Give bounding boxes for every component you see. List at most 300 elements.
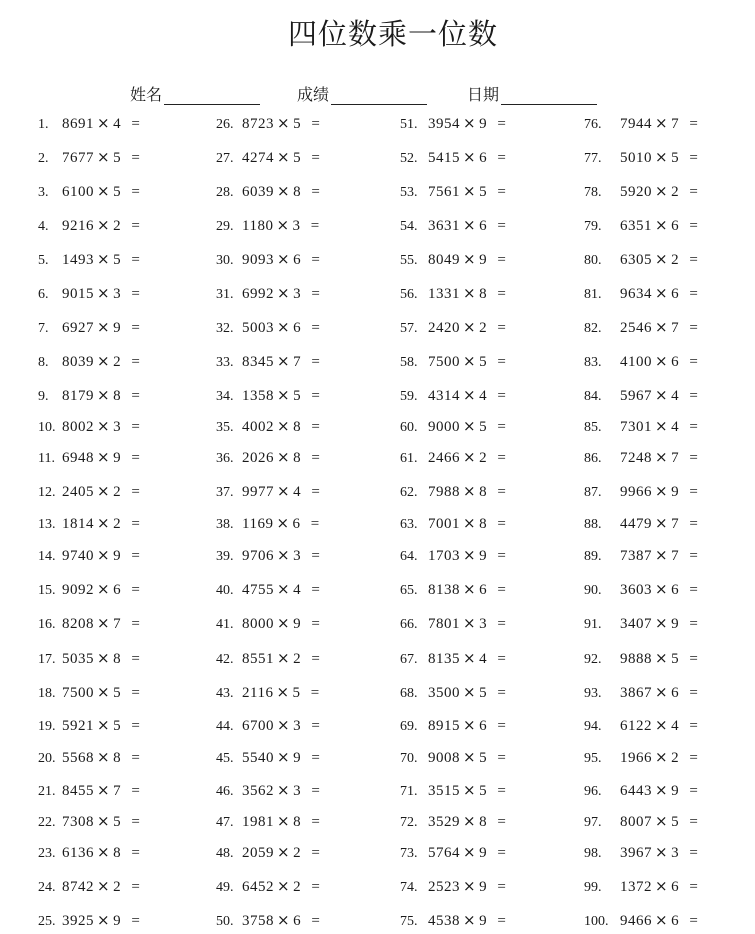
problem-number: 76. [584,117,602,132]
equals-sign: = [307,814,321,830]
problem-number: 67. [400,652,418,667]
problem-number: 58. [400,355,418,370]
problem-number: 11. [38,451,55,466]
multiplier: 2 [479,320,488,336]
times-sign: × [277,614,291,632]
problem-item [584,811,698,831]
multiplier: 6 [671,685,680,701]
multiplicand: 1703 [428,548,460,564]
problem-number: 15. [38,583,56,598]
problem-item [584,317,698,337]
equals-sign: = [307,616,321,632]
multiplicand: 7301 [620,419,652,435]
problem-item [216,283,320,303]
multiplicand: 5010 [620,150,652,166]
problem-number: 9. [38,389,49,404]
problem-item [584,215,698,235]
times-sign: × [97,649,111,667]
times-sign: × [463,614,477,632]
multiplicand: 3407 [620,616,652,632]
multiplicand: 3562 [242,783,274,799]
equals-sign: = [493,388,507,404]
multiplicand: 3967 [620,845,652,861]
multiplier: 3 [293,783,302,799]
problem-number: 43. [216,686,234,701]
times-sign: × [655,148,669,166]
problem-item [38,513,140,533]
equals-sign: = [307,116,321,132]
problem-number: 84. [584,389,602,404]
problem-item [584,113,698,133]
equals-sign: = [127,116,141,132]
times-sign: × [655,580,669,598]
problem-number: 91. [584,617,602,632]
problem-item [584,447,698,467]
problem-item [584,416,698,436]
multiplicand: 8049 [428,252,460,268]
equals-sign: = [493,184,507,200]
multiplier: 2 [293,879,302,895]
times-sign: × [463,716,477,734]
multiplier: 2 [113,484,122,500]
equals-sign: = [127,419,141,435]
equals-sign: = [307,419,321,435]
problem-item [400,682,506,702]
multiplier: 7 [671,548,680,564]
multiplier: 7 [671,450,680,466]
equals-sign: = [685,750,699,766]
date-label: 日期 [467,85,500,104]
times-sign: × [655,216,669,234]
times-sign: × [655,614,669,632]
multiplier: 4 [671,718,680,734]
times-sign: × [97,182,111,200]
problem-expression [62,613,140,634]
equals-sign: = [307,879,321,895]
times-sign: × [463,683,477,701]
equals-sign: = [493,616,507,632]
equals-sign: = [493,354,507,370]
times-sign: × [97,352,111,370]
times-sign: × [277,250,291,268]
times-sign: × [463,114,477,132]
multiplicand: 5035 [62,651,94,667]
times-sign: × [463,352,477,370]
times-sign: × [655,546,669,564]
times-sign: × [277,911,291,929]
multiplier: 2 [113,879,122,895]
problem-number: 70. [400,751,418,766]
equals-sign: = [685,814,699,830]
problem-number: 55. [400,253,418,268]
times-sign: × [277,148,291,166]
problem-number: 17. [38,652,56,667]
multiplicand: 4479 [620,516,652,532]
problem-number: 38. [216,517,234,532]
multiplicand: 3500 [428,685,460,701]
problem-number: 72. [400,815,418,830]
problem-number: 94. [584,719,602,734]
problem-item [584,842,698,862]
times-sign: × [276,683,290,701]
times-sign: × [277,843,291,861]
multiplier: 6 [113,582,122,598]
problem-number: 92. [584,652,602,667]
problem-item [400,876,506,896]
multiplier: 6 [671,913,680,929]
times-sign: × [463,781,477,799]
multiplicand: 6122 [620,718,652,734]
multiplier: 8 [113,651,122,667]
problem-item [216,842,320,862]
problem-number: 28. [216,185,234,200]
problem-expression [428,283,506,304]
equals-sign: = [685,419,699,435]
multiplicand: 8915 [428,718,460,734]
problem-item [38,215,140,235]
times-sign: × [463,148,477,166]
problem-number: 99. [584,880,602,895]
problem-expression [62,780,140,801]
problem-number: 4. [38,219,49,234]
multiplicand: 3954 [428,116,460,132]
multiplicand: 7308 [62,814,94,830]
times-sign: × [97,417,111,435]
problem-expression [620,910,698,931]
problem-number: 1. [38,117,49,132]
multiplicand: 1981 [242,814,274,830]
problem-expression [62,682,140,703]
problem-number: 89. [584,549,602,564]
problem-number: 19. [38,719,56,734]
problem-number: 53. [400,185,418,200]
problem-item [400,317,506,337]
times-sign: × [277,114,291,132]
multiplicand: 8742 [62,879,94,895]
problem-item [38,780,140,800]
problem-number: 26. [216,117,234,132]
problem-expression [62,215,140,236]
problem-expression [620,181,698,202]
equals-sign: = [685,845,699,861]
multiplicand: 2420 [428,320,460,336]
equals-sign: = [307,450,321,466]
problem-expression [620,351,698,372]
multiplier: 9 [113,913,122,929]
multiplicand: 8208 [62,616,94,632]
times-sign: × [463,482,477,500]
problem-item [216,317,320,337]
multiplicand: 3758 [242,913,274,929]
problem-expression [62,447,140,468]
problem-number: 37. [216,485,234,500]
times-sign: × [97,318,111,336]
equals-sign: = [307,913,321,929]
problem-item [38,181,140,201]
equals-sign: = [306,685,320,701]
problem-item [38,579,140,599]
equals-sign: = [127,150,141,166]
problem-expression [242,447,320,468]
problem-number: 73. [400,846,418,861]
equals-sign: = [685,718,699,734]
problem-number: 44. [216,719,234,734]
problem-expression [620,249,698,270]
problem-number: 100. [584,914,609,929]
times-sign: × [655,514,669,532]
equals-sign: = [127,616,141,632]
problem-expression [62,181,140,202]
equals-sign: = [307,484,321,500]
times-sign: × [97,877,111,895]
problem-item [38,481,140,501]
problem-expression [428,513,506,534]
problem-item [584,579,698,599]
multiplier: 8 [293,184,302,200]
multiplier: 9 [293,616,302,632]
equals-sign: = [307,354,321,370]
problem-item [400,715,506,735]
problem-number: 5. [38,253,49,268]
problem-number: 25. [38,914,56,929]
problem-item [400,579,506,599]
multiplier: 9 [113,548,122,564]
multiplier: 5 [113,718,122,734]
problem-number: 66. [400,617,418,632]
equals-sign: = [127,814,141,830]
multiplicand: 8723 [242,116,274,132]
times-sign: × [277,352,291,370]
problem-number: 93. [584,686,602,701]
equals-sign: = [493,516,507,532]
multiplier: 3 [293,718,302,734]
problem-expression [428,317,506,338]
problem-expression [242,780,320,801]
problem-expression [62,910,140,931]
problem-expression [428,181,506,202]
multiplicand: 9466 [620,913,652,929]
problem-item [400,283,506,303]
times-sign: × [97,683,111,701]
problem-expression [242,181,320,202]
times-sign: × [97,781,111,799]
problem-item [584,545,698,565]
multiplier: 7 [671,116,680,132]
multiplicand: 6351 [620,218,652,234]
multiplier: 6 [292,516,301,532]
problem-number: 45. [216,751,234,766]
equals-sign: = [127,252,141,268]
problem-expression [620,513,698,534]
problem-number: 82. [584,321,602,336]
multiplier: 5 [293,150,302,166]
problem-number: 29. [216,219,234,234]
multiplier: 9 [671,783,680,799]
problem-expression [620,715,698,736]
problem-item [584,715,698,735]
problem-item [400,147,506,167]
multiplier: 8 [479,286,488,302]
multiplier: 7 [293,354,302,370]
multiplicand: 3925 [62,913,94,929]
multiplicand: 5920 [620,184,652,200]
problem-item [216,447,320,467]
multiplier: 4 [671,388,680,404]
problem-number: 12. [38,485,56,500]
multiplicand: 4002 [242,419,274,435]
problem-item [584,747,698,767]
multiplicand: 6992 [242,286,274,302]
multiplier: 3 [292,218,301,234]
multiplicand: 7248 [620,450,652,466]
equals-sign: = [685,354,699,370]
times-sign: × [277,482,291,500]
problem-expression [62,811,140,832]
equals-sign: = [127,354,141,370]
equals-sign: = [493,320,507,336]
multiplicand: 6305 [620,252,652,268]
equals-sign: = [127,845,141,861]
times-sign: × [463,748,477,766]
problem-item [216,715,320,735]
problem-number: 31. [216,287,234,302]
equals-sign: = [127,651,141,667]
multiplier: 9 [113,320,122,336]
multiplicand: 6927 [62,320,94,336]
multiplicand: 8691 [62,116,94,132]
multiplier: 2 [293,845,302,861]
equals-sign: = [685,150,699,166]
problem-item [584,613,698,633]
multiplicand: 6700 [242,718,274,734]
problem-expression [242,283,320,304]
problem-number: 51. [400,117,418,132]
problem-item [584,513,698,533]
problem-number: 13. [38,517,56,532]
problem-number: 95. [584,751,602,766]
problem-number: 40. [216,583,234,598]
multiplicand: 4755 [242,582,274,598]
equals-sign: = [493,718,507,734]
equals-sign: = [127,218,141,234]
problem-item [400,113,506,133]
problem-item [400,842,506,862]
problem-expression [242,579,320,600]
problem-expression [242,811,320,832]
multiplier: 4 [479,388,488,404]
multiplicand: 8179 [62,388,94,404]
times-sign: × [97,448,111,466]
multiplier: 5 [293,388,302,404]
problem-expression [242,545,320,566]
multiplicand: 7001 [428,516,460,532]
multiplier: 5 [113,814,122,830]
times-sign: × [655,877,669,895]
multiplier: 8 [113,388,122,404]
multiplier: 6 [479,150,488,166]
multiplicand: 8135 [428,651,460,667]
equals-sign: = [685,320,699,336]
equals-sign: = [493,252,507,268]
problem-expression [428,910,506,931]
equals-sign: = [127,450,141,466]
multiplicand: 1493 [62,252,94,268]
equals-sign: = [685,450,699,466]
multiplicand: 9740 [62,548,94,564]
problem-number: 36. [216,451,234,466]
problem-item [400,613,506,633]
times-sign: × [97,812,111,830]
times-sign: × [277,386,291,404]
problem-item [38,842,140,862]
multiplier: 2 [671,252,680,268]
problem-number: 41. [216,617,234,632]
multiplicand: 7944 [620,116,652,132]
problem-expression [428,215,506,236]
equals-sign: = [685,685,699,701]
problem-expression [242,513,320,534]
equals-sign: = [307,150,321,166]
equals-sign: = [685,582,699,598]
problem-number: 79. [584,219,602,234]
multiplicand: 3529 [428,814,460,830]
times-sign: × [97,148,111,166]
multiplicand: 8551 [242,651,274,667]
times-sign: × [463,649,477,667]
problem-number: 68. [400,686,418,701]
equals-sign: = [127,718,141,734]
problem-number: 42. [216,652,234,667]
problem-expression [62,385,140,406]
equals-sign: = [127,685,141,701]
multiplier: 8 [479,516,488,532]
multiplicand: 7500 [62,685,94,701]
equals-sign: = [127,286,141,302]
problem-item [38,910,140,930]
times-sign: × [97,843,111,861]
equals-sign: = [685,783,699,799]
times-sign: × [463,284,477,302]
multiplier: 5 [479,419,488,435]
times-sign: × [97,216,111,234]
problem-number: 69. [400,719,418,734]
times-sign: × [277,417,291,435]
multiplier: 9 [671,484,680,500]
multiplicand: 9092 [62,582,94,598]
problem-item [584,385,698,405]
multiplicand: 2026 [242,450,274,466]
problem-expression [62,113,140,134]
multiplier: 8 [293,814,302,830]
problem-item [584,481,698,501]
problem-expression [620,147,698,168]
multiplicand: 5415 [428,150,460,166]
problem-number: 83. [584,355,602,370]
problem-item [400,416,506,436]
multiplier: 5 [479,184,488,200]
multiplier: 6 [671,286,680,302]
multiplier: 5 [671,651,680,667]
multiplicand: 2546 [620,320,652,336]
multiplicand: 8455 [62,783,94,799]
multiplier: 7 [671,516,680,532]
problem-item [38,545,140,565]
times-sign: × [463,448,477,466]
multiplier: 7 [113,783,122,799]
problem-expression [428,447,506,468]
problem-expression [428,842,506,863]
problem-item [38,648,140,668]
